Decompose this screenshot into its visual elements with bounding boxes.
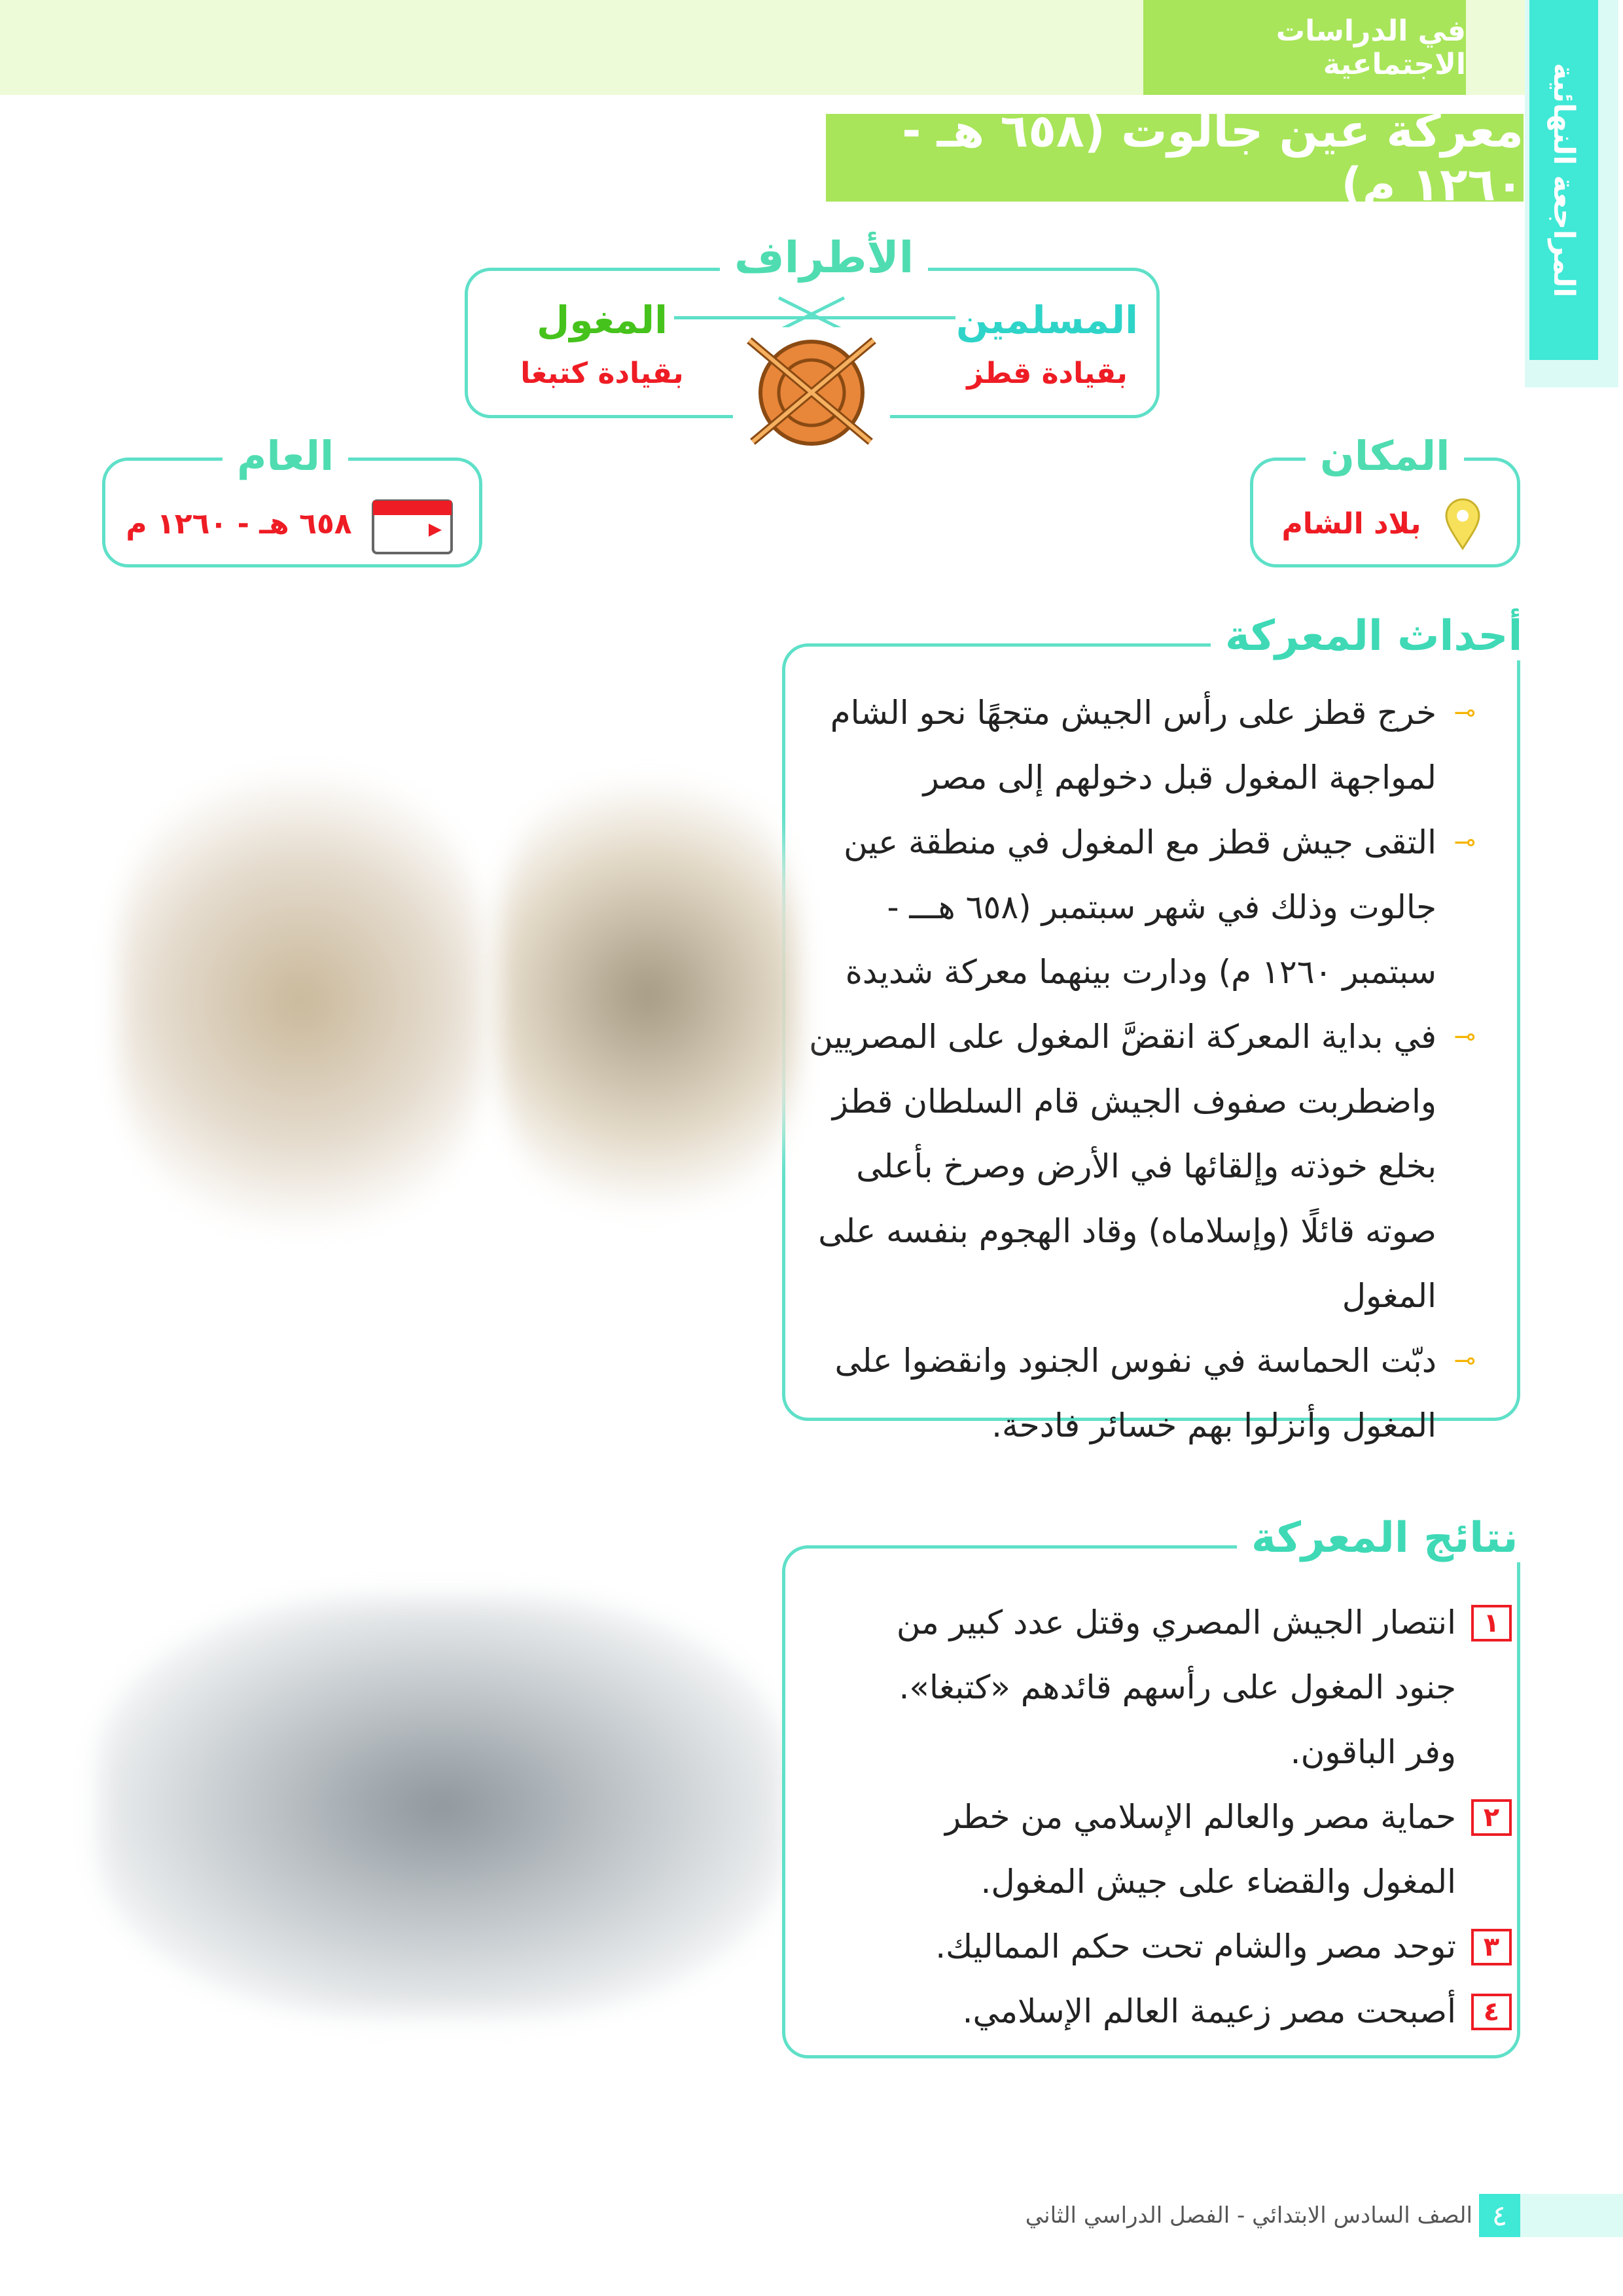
calendar-icon <box>366 491 465 556</box>
results-list <box>844 1590 1512 2044</box>
bullet-icon: ⊸ <box>1454 827 1476 857</box>
number-badge: ١ <box>1471 1605 1512 1641</box>
events-list <box>805 681 1476 1458</box>
result-text: انتصار الجيش المصري وقتل عدد كبير من جنود المغول على رأسهم قائدهم «كتبغا». وفر الباقون. <box>896 1604 1456 1771</box>
warrior-image <box>118 772 484 1230</box>
results-title: نتائج المعركة <box>1237 1514 1532 1562</box>
mongols-leader: بقيادة كتبغا <box>520 357 684 390</box>
event-text: خرج قطز على رأس الجيش متجهًا نحو الشام لمواجهة المغول قبل دخولهم إلى مصر <box>830 694 1436 797</box>
muslims-label: المسلمين <box>956 298 1138 342</box>
events-title: أحداث المعركة <box>1211 612 1537 660</box>
event-text: دبّت الحماسة في نفوس الجنود وانقضوا على المغول وأنزلوا بهم خسائر فادحة. <box>834 1342 1436 1444</box>
mongols-label: المغول <box>537 298 668 342</box>
bullet-icon: ⊸ <box>1454 1022 1476 1052</box>
number-badge: ٢ <box>1471 1799 1512 1836</box>
result-text: أصبحت مصر زعيمة العالم الإسلامي. <box>962 1992 1456 2030</box>
location-pin-icon <box>1443 496 1482 555</box>
page-number: ٤ <box>1479 2194 1520 2237</box>
shield-swords-icon <box>733 327 890 452</box>
footer-text: الصف السادس الابتدائي - الفصل الدراسي الثاني <box>1025 2202 1472 2229</box>
parties-title: الأطراف <box>720 232 928 283</box>
result-item <box>844 1590 1512 1785</box>
year-value: ٦٥٨ هـ - ١٢٦٠ م <box>126 507 352 541</box>
result-text: توحد مصر والشام تحت حكم المماليك. <box>935 1928 1456 1965</box>
place-title: المكان <box>1306 432 1464 480</box>
event-text: التقى جيش قطز مع المغول في منطقة عين جالوت وذلك في شهر سبتمبر (٦٥٨ هـــ - سبتمبر ١٢٦٠ م) ودارت بينهما معركة شديدة <box>844 823 1436 991</box>
side-tab-label: المراجعة النهائية <box>1547 62 1580 298</box>
event-item <box>805 1329 1476 1458</box>
number-badge: ٣ <box>1471 1929 1512 1965</box>
bullet-icon: ⊸ <box>1454 698 1476 728</box>
result-item <box>844 1785 1512 1914</box>
battle-scene-image <box>98 1597 785 2016</box>
mongol-warrior-image <box>497 766 798 1224</box>
page-title: معركة عين جالوت (٦٥٨ هـ - ١٢٦٠ م) <box>826 114 1524 202</box>
footer-band <box>1520 2194 1623 2237</box>
event-item <box>805 681 1476 810</box>
bullet-icon: ⊸ <box>1454 1346 1476 1376</box>
event-item <box>805 1005 1476 1329</box>
number-badge: ٤ <box>1471 1994 1512 2030</box>
result-item <box>844 1979 1512 2044</box>
result-item <box>844 1914 1512 1979</box>
result-text: حماية مصر والعالم الإسلامي من خطر المغول والقضاء على جيش المغول. <box>944 1798 1456 1901</box>
subject-label: في الدراسات الاجتماعية <box>1143 0 1466 95</box>
muslims-leader: بقيادة قطز <box>967 357 1128 390</box>
year-title: العام <box>223 432 348 480</box>
side-tab <box>1529 0 1598 360</box>
event-text: في بداية المعركة انقضَّ المغول على المصريين واضطربت صفوف الجيش قام السلطان قطز بخلع خوذته وإلقائها في الأرض وصرخ بأعلى صوته قائلًا (وإسلاماه) وقاد الهجوم بنفسه على المغول <box>809 1018 1436 1315</box>
event-item <box>805 810 1476 1005</box>
place-value: بلاد الشام <box>1281 507 1421 541</box>
